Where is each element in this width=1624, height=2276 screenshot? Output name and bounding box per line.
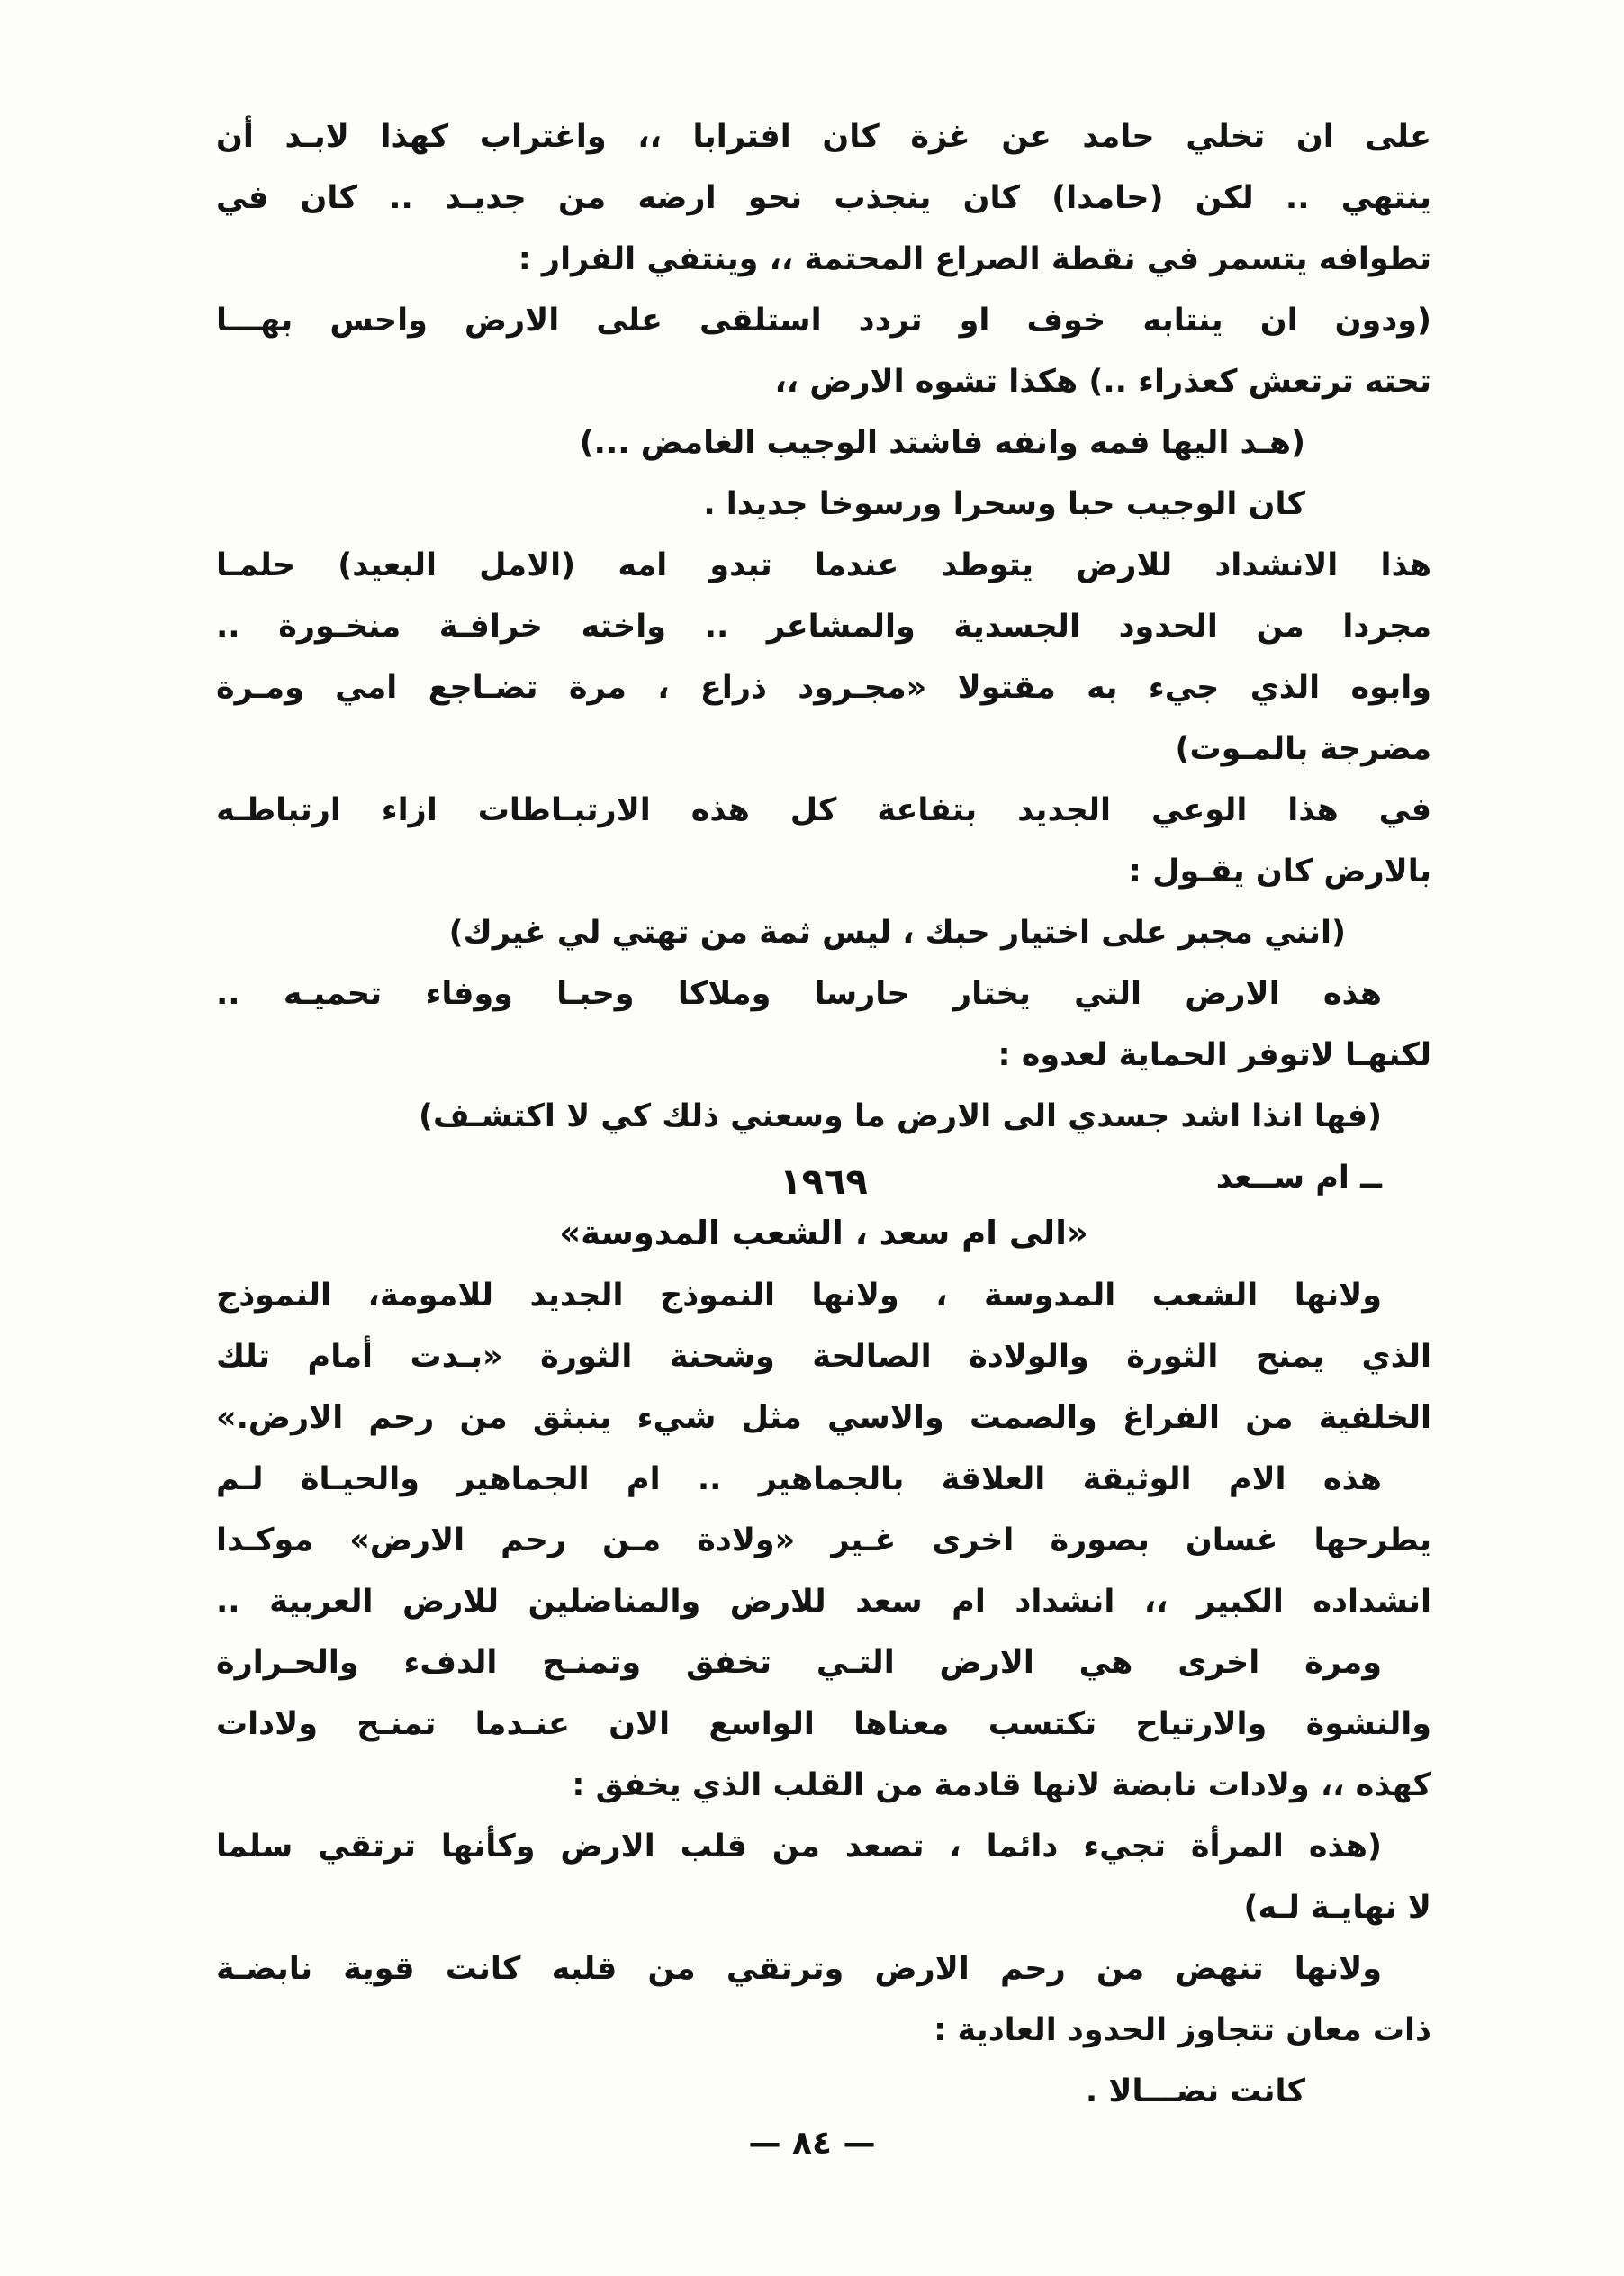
text-line: وابوه الذي جيء به مقتولا «مجـرود ذراع ، مرة تضـاجع امي ومـرة [216,670,1431,706]
text-line: ــ ام ســعد [1215,1160,1382,1196]
text-line: (ودون ان ينتابه خوف او تردد استلقى على الارض واحس بهـــا [216,303,1431,339]
text-line: مجردا من الحدود الجسدية والمشاعر .. واخته خرافـة منخـورة .. [216,609,1431,645]
text-line: (هـد اليها فمه وانفه فاشتد الوجيب الغامض ...) [579,425,1305,461]
section-heading: «الى ام سعد ، الشعب المدوسة» [559,1214,1088,1252]
text-block-part1 [216,106,1431,1208]
text-line: ذات معان تتجاوز الحدود العادية : [934,2012,1431,2048]
text-line: هذا الانشداد للارض يتوطد عندما تبدو امه (الامل البعيد) حلمـا [216,547,1431,583]
text-line: انشداده الكبير ،، انشداد ام سعد للارض والمناضلين للارض العربية .. [216,1584,1431,1620]
page-number: — ٨٤ — [748,2125,876,2162]
year-heading: ١٩٦٩ [780,1161,868,1203]
text-line: كهذه ،، ولادات نابضة لانها قادمة من القلب الذي يخفق : [572,1767,1431,1803]
text-block-part2 [216,1265,1431,2122]
text-line: هذه الام الوثيقة العلاقة بالجماهير .. ام الجماهير والحيـاة لـم [216,1461,1382,1497]
text-line: كانت نضـــالا . [1085,2073,1305,2109]
text-line: يطرحها غسان بصورة اخرى غـير «ولادة مـن رحم الارض» موكـدا [216,1522,1431,1558]
text-line: مضرجة بالمـوت) [1175,731,1431,767]
text-line: بالارض كان يقـول : [1128,854,1431,890]
text-line: لا نهايـة لـه) [1243,1890,1431,1926]
text-line: (هذه المرأة تجيء دائما ، تصعد من قلب الارض وكأنها ترتقي سلما [216,1829,1382,1865]
text-line: في هذا الوعي الجديد بتفاعة كل هذه الارتبـاطات ازاء ارتباطـه [216,792,1431,828]
text-line: (فها انذا اشد جسدي الى الارض ما وسعني ذلك كي لا اكتشـف) [418,1098,1382,1134]
text-line: على ان تخلي حامد عن غزة كان افترابا ،، واغتراب كهذا لابـد أن [216,119,1431,155]
text-line: هذه الارض التي يختار حارسا وملاكا وحبـا ووفاء تحميـه .. [216,976,1382,1012]
text-line: تحته ترتعش كعذراء ..) هكذا تشوه الارض ،، [774,364,1431,400]
text-line: كان الوجيب حبا وسحرا ورسوخا جديدا . [703,486,1305,522]
text-line: (انني مجبر على اختيار حبك ، ليس ثمة من تهتي لي غيرك) [448,915,1346,951]
text-line: تطوافه يتسمر في نقطة الصراع المحتمة ،، وينتفي الفرار : [518,241,1431,277]
text-line: ولانها الشعب المدوسة ، ولانها النموذج الجديد للامومة، النموذج [216,1278,1382,1314]
text-line: لكنهـا لاتوفر الحماية لعدوه : [997,1037,1431,1073]
text-line: الخلفية من الفراغ والصمت والاسي مثل شيء ينبثق من رحم الارض.» [216,1400,1431,1436]
text-line: ومرة اخرى هي الارض التـي تخفق وتمنـح الدفء والحـرارة [216,1645,1382,1681]
text-line: الذي يمنح الثورة والولادة الصالحة وشحنة الثورة «بـدت أمام تلك [216,1339,1431,1375]
text-line: والنشوة والارتياح تكتسب معناها الواسع الان عنـدما تمنـح ولادات [216,1706,1431,1742]
text-line: ينتهي .. لكن (حامدا) كان ينجذب نحو ارضه من جديـد .. كان في [216,180,1431,216]
text-line: ولانها تنهض من رحم الارض وترتقي من قلبه كانت قوية نابضـة [216,1951,1382,1987]
